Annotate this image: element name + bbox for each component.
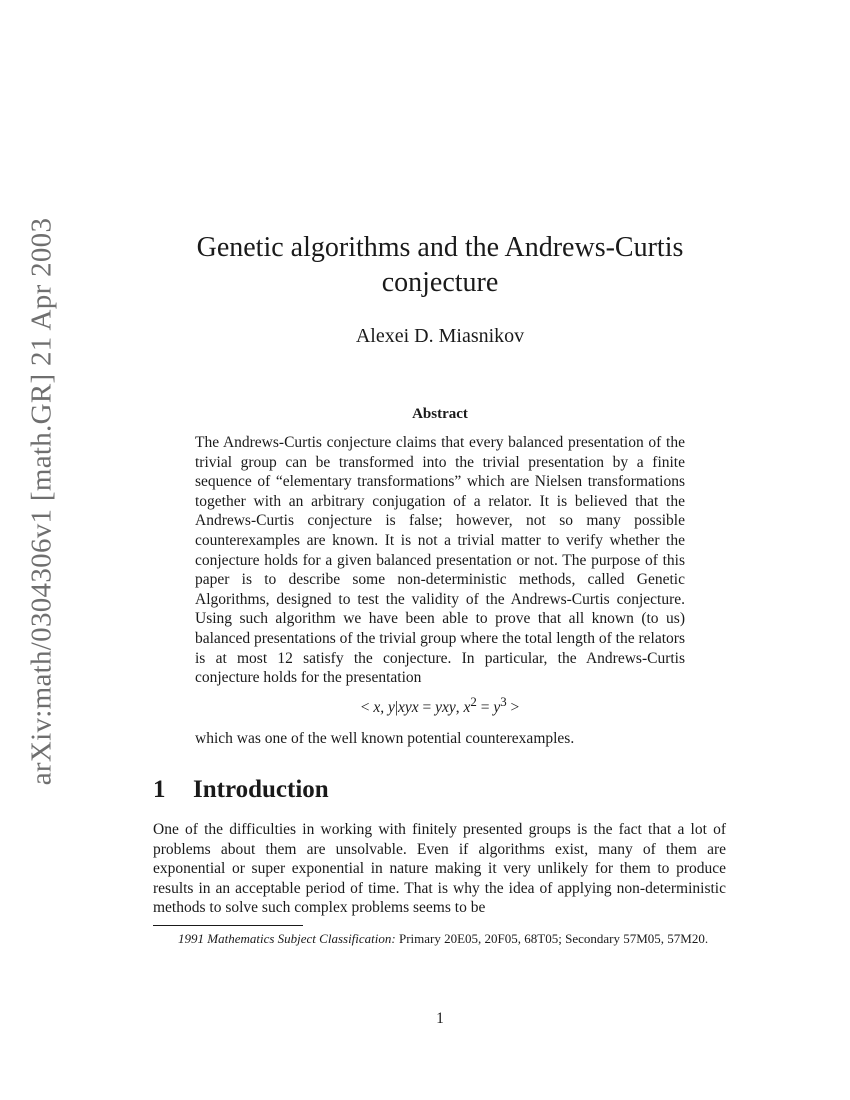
footnote-classification xyxy=(153,930,726,947)
paper-title-line-2: conjecture xyxy=(381,267,499,298)
abstract-heading: Abstract xyxy=(412,406,468,422)
footnote-rule xyxy=(153,925,303,926)
section-heading-introduction xyxy=(153,776,329,804)
paper-title-line-1: Genetic algorithms and the Andrews-Curtis xyxy=(196,232,684,263)
paper-title xyxy=(150,230,730,300)
arxiv-identifier: arXiv:math/0304306v1 [math.GR] 21 Apr 2003 xyxy=(25,217,58,785)
presentation-formula xyxy=(195,694,685,717)
arxiv-sidebar-stamp xyxy=(22,217,62,785)
section-number: 1 xyxy=(153,776,166,803)
formula-eq2: = xyxy=(476,699,494,717)
page-number: 1 xyxy=(436,1010,444,1027)
formula-generators: x, y xyxy=(373,699,395,717)
formula-rel2-lhs-base: x xyxy=(463,699,471,717)
formula-rel1-lhs: xyx xyxy=(397,699,419,717)
footnote-text: Primary 20E05, 20F05, 68T05; Secondary 57M05, 57M20. xyxy=(395,931,709,946)
author-name: Alexei D. Miasnikov xyxy=(355,325,525,347)
footnote-label: 1991 Mathematics Subject Classification: xyxy=(178,931,396,946)
formula-rel1-rhs: yxy xyxy=(435,699,456,717)
formula-rel2-rhs-base: y xyxy=(493,699,501,717)
formula-comma: , xyxy=(455,699,464,717)
formula-rel2-lhs-exp: 2 xyxy=(470,694,477,709)
abstract-closing-sentence: which was one of the well known potential counterexamples. xyxy=(195,730,575,747)
introduction-paragraph: One of the difficulties in working with finitely presented groups is the fact that a lot of problems about them are unsolvable. Even if algorithms exist, many of them are exponential or super exponential in nature making it very unlikely for them to produce results in an acceptable period of time. That is why the idea of applying non-deterministic methods to solve such complex problems seems to be xyxy=(153,821,726,917)
formula-rel2-rhs-exp: 3 xyxy=(500,694,507,709)
formula-close: > xyxy=(506,699,520,717)
section-title: Introduction xyxy=(193,776,329,803)
formula-open: < xyxy=(360,699,374,717)
formula-eq1: = xyxy=(418,699,436,717)
formula-bar: | xyxy=(394,699,398,717)
abstract-body: The Andrews-Curtis conjecture claims that every balanced presentation of the trivial group can be transformed into the trivial presentation by a finite sequence of “elementary transformations” which are Nielsen transformations together with an arbitrary conjugation of a relator. It is believed that the Andrews-Curtis conjecture is false; however, not so many possible counterexamples are known. It is not a trivial matter to verify whether the conjecture holds for a given balanced presentation or not. The purpose of this paper is to describe some non-deterministic methods, called Genetic Algorithms, designed to test the validity of the Andrews-Curtis conjecture. Using such algorithm we have been able to prove that all known (to us) balanced presentations of the trivial group where the total length of the relators is at most 12 satisfy the conjecture. In particular, the Andrews-Curtis conjecture holds for the presentation xyxy=(195,434,685,687)
